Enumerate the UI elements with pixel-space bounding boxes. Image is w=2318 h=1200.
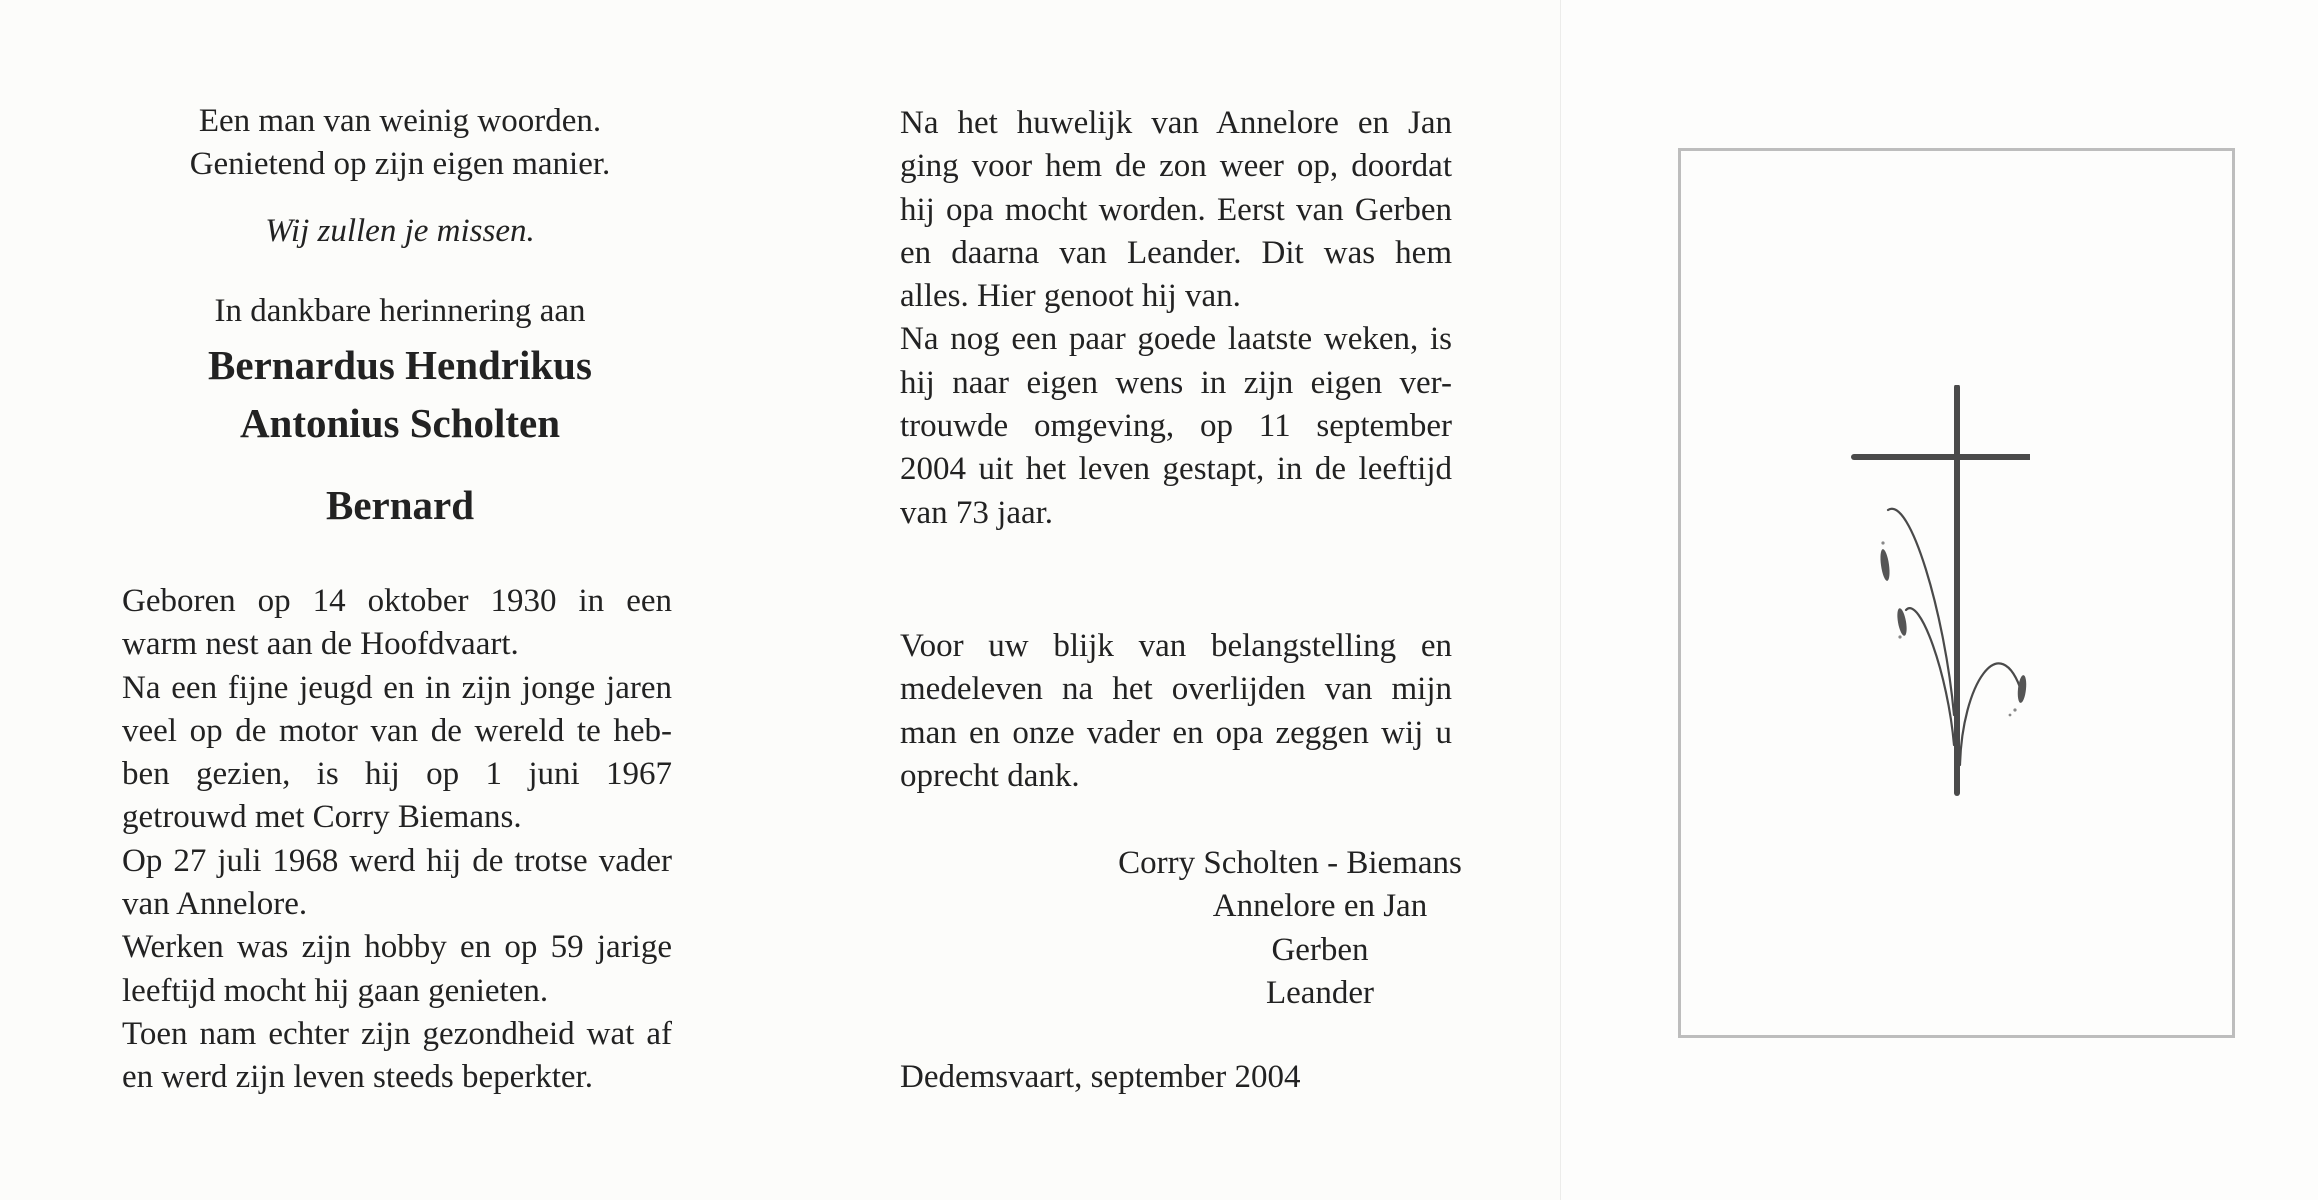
story-line: hij naar eigen wens in zijn eigen ver- <box>900 364 1452 401</box>
name-line-1: Bernardus Hendrikus <box>208 342 592 388</box>
bio-line: warm nest aan de Hoofdvaart. <box>122 626 519 663</box>
story-line: trouwde omgeving, op 11 september <box>900 408 1452 445</box>
signatory: Gerben <box>1271 931 1369 968</box>
signatory: Leander <box>1265 974 1375 1011</box>
bio-line: Geboren op 14 oktober 1930 in een <box>122 583 672 619</box>
bio-line: Toen nam echter zijn gezondheid wat af <box>122 1015 672 1052</box>
verse <box>120 100 680 187</box>
life-story <box>900 102 1452 535</box>
name-line-2: Antonius Scholten <box>239 400 561 446</box>
bio-line: getrouwd met Corry Biemans. <box>122 799 522 836</box>
place-and-date: Dedemsvaart, september 2004 <box>900 1059 1301 1095</box>
story-line: Na nog een paar goede laatste weken, is <box>900 321 1452 358</box>
signatory: Annelore en Jan <box>1212 888 1428 925</box>
bio-line: ben gezien, is hij op 1 juni 1967 <box>122 756 672 793</box>
verse-line-1: Een man van weinig woorden. <box>198 103 602 139</box>
biography <box>122 580 672 1100</box>
deceased-full-name <box>100 336 700 452</box>
signatories <box>1040 842 1540 1015</box>
farewell-line: Wij zullen je missen. <box>265 213 535 249</box>
remembrance-intro: In dankbare herinnering aan <box>214 293 586 329</box>
thanks-line: medeleven na het overlijden van mijn <box>900 671 1452 708</box>
story-line: hij opa mocht worden. Eerst van Gerben <box>900 191 1452 228</box>
story-line: en daarna van Leander. Dit was hem <box>900 234 1452 271</box>
cross-with-grass-icon <box>1850 385 2030 805</box>
bio-line: leeftijd mocht hij gaan genieten. <box>122 972 549 1009</box>
thanks-line: Voor uw blijk van belangstelling en <box>900 628 1452 664</box>
bio-line: Op 27 juli 1968 werd hij de trotse vader <box>122 842 672 879</box>
bio-line: en werd zijn leven steeds beperkter. <box>122 1059 593 1096</box>
story-line: ging voor hem de zon weer op, doordat <box>900 148 1452 185</box>
thanks-line: oprecht dank. <box>900 757 1080 794</box>
thanks-line: man en onze vader en opa zeggen wij u <box>900 714 1452 751</box>
story-line: alles. Hier genoot hij van. <box>900 278 1241 315</box>
bio-line: Werken was zijn hobby en op 59 jarige <box>122 929 672 966</box>
signatory: Corry Scholten - Biemans <box>1118 845 1462 881</box>
verse-line-2: Genietend op zijn eigen manier. <box>189 146 611 183</box>
story-line: 2004 uit het leven gestapt, in de leeftijd <box>900 451 1452 488</box>
bio-line: veel op de motor van de wereld te heb- <box>122 712 672 749</box>
story-line: van 73 jaar. <box>900 494 1054 531</box>
story-line: Na het huwelijk van Annelore en Jan <box>900 105 1452 141</box>
bio-line: Na een fijne jeugd en in zijn jonge jaren <box>122 669 672 706</box>
thank-you-note <box>900 625 1452 798</box>
bio-line: van Annelore. <box>122 886 308 923</box>
deceased-nickname: Bernard <box>325 482 475 528</box>
